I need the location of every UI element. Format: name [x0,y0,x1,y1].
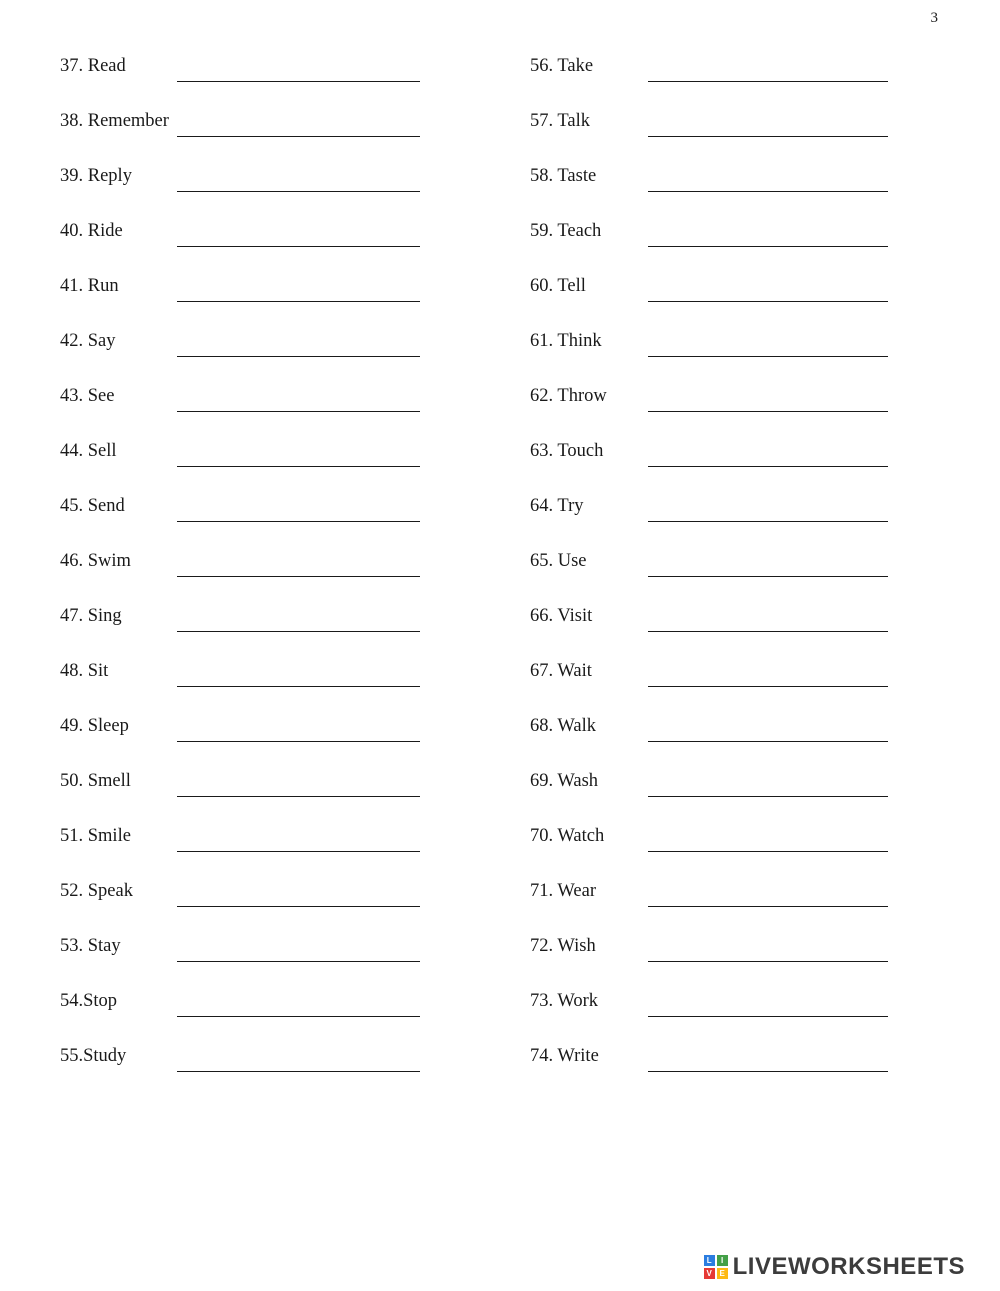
worksheet-row [530,991,888,1019]
answer-input[interactable] [648,169,888,192]
worksheet-row [530,661,888,689]
verb-label: 68. Walk [530,716,596,736]
answer-input[interactable] [177,334,420,357]
worksheet-row [530,771,888,799]
answer-input[interactable] [177,1049,420,1072]
logo-tile-l: L [704,1255,715,1266]
worksheet-column-right [530,56,888,1101]
verb-label: 65. Use [530,551,587,571]
answer-input[interactable] [648,334,888,357]
footer [704,1253,965,1281]
worksheet-row [530,1046,888,1074]
answer-input[interactable] [648,994,888,1017]
answer-input[interactable] [177,994,420,1017]
answer-input[interactable] [648,1049,888,1072]
verb-label: 55.Study [60,1046,127,1066]
worksheet-row [530,716,888,744]
answer-input[interactable] [648,279,888,302]
worksheet-row [60,771,420,799]
worksheet-row [530,331,888,359]
worksheet-row [530,551,888,579]
logo-tile-v: V [704,1268,715,1279]
verb-label: 41. Run [60,276,119,296]
verb-label: 37. Read [60,56,126,76]
verb-label: 50. Smell [60,771,131,791]
verb-label: 47. Sing [60,606,122,626]
verb-label: 70. Watch [530,826,605,846]
verb-label: 45. Send [60,496,125,516]
verb-label: 39. Reply [60,166,132,186]
worksheet-row [60,936,420,964]
logo-tile-i: I [717,1255,728,1266]
verb-label: 48. Sit [60,661,109,681]
worksheet-row [530,606,888,634]
verb-label: 38. Remember [60,111,169,131]
worksheet-row [60,991,420,1019]
verb-label: 52. Speak [60,881,133,901]
answer-input[interactable] [648,114,888,137]
verb-label: 61. Think [530,331,602,351]
worksheet-row [530,111,888,139]
answer-input[interactable] [648,389,888,412]
worksheet-row [530,826,888,854]
worksheet-row [60,881,420,909]
worksheet-row [530,276,888,304]
answer-input[interactable] [177,444,420,467]
worksheet-row [60,331,420,359]
worksheet-row [530,166,888,194]
answer-input[interactable] [177,499,420,522]
answer-input[interactable] [648,774,888,797]
verb-label: 49. Sleep [60,716,129,736]
worksheet-row [530,56,888,84]
verb-label: 42. Say [60,331,116,351]
worksheet-row [60,551,420,579]
worksheet-row [530,881,888,909]
verb-label: 40. Ride [60,221,123,241]
verb-label: 53. Stay [60,936,121,956]
answer-input[interactable] [177,224,420,247]
liveworksheets-logo-icon [704,1255,728,1279]
answer-input[interactable] [177,169,420,192]
worksheet-row [60,276,420,304]
verb-label: 58. Taste [530,166,597,186]
answer-input[interactable] [648,554,888,577]
worksheet-row [60,1046,420,1074]
verb-label: 56. Take [530,56,594,76]
worksheet-row [60,111,420,139]
worksheet-row [60,56,420,84]
verb-label: 71. Wear [530,881,596,901]
worksheet-row [530,936,888,964]
answer-input[interactable] [648,609,888,632]
answer-input[interactable] [648,719,888,742]
worksheet-row [60,606,420,634]
verb-label: 69. Wash [530,771,599,791]
worksheet-row [60,386,420,414]
answer-input[interactable] [648,939,888,962]
answer-input[interactable] [177,554,420,577]
worksheet-row [60,496,420,524]
page-number: 3 [930,10,938,26]
worksheet-column-left [60,56,420,1101]
answer-input[interactable] [177,719,420,742]
answer-input[interactable] [648,829,888,852]
worksheet-row [530,386,888,414]
answer-input[interactable] [177,774,420,797]
answer-input[interactable] [648,224,888,247]
verb-label: 54.Stop [60,991,118,1011]
answer-input[interactable] [648,664,888,687]
answer-input[interactable] [177,389,420,412]
answer-input[interactable] [177,664,420,687]
verb-label: 73. Work [530,991,599,1011]
verb-label: 59. Teach [530,221,602,241]
verb-label: 62. Throw [530,386,607,406]
answer-input[interactable] [648,444,888,467]
worksheet-row [60,221,420,249]
verb-label: 43. See [60,386,115,406]
liveworksheets-brand: LIVEWORKSHEETS [732,1253,965,1280]
answer-input[interactable] [177,884,420,907]
worksheet-row [530,496,888,524]
worksheet-row [60,661,420,689]
verb-label: 64. Try [530,496,584,516]
verb-label: 60. Tell [530,276,586,296]
answer-input[interactable] [177,59,420,82]
verb-label: 67. Wait [530,661,592,681]
answer-input[interactable] [648,499,888,522]
verb-label: 51. Smile [60,826,131,846]
worksheet-row [530,221,888,249]
answer-input[interactable] [648,884,888,907]
worksheet-row [60,716,420,744]
verb-label: 44. Sell [60,441,117,461]
worksheet-row [60,166,420,194]
answer-input[interactable] [177,114,420,137]
verb-label: 66. Visit [530,606,593,626]
answer-input[interactable] [177,829,420,852]
verb-label: 46. Swim [60,551,131,571]
verb-label: 57. Talk [530,111,591,131]
logo-tile-e: E [717,1268,728,1279]
answer-input[interactable] [177,279,420,302]
answer-input[interactable] [648,59,888,82]
worksheet-row [530,441,888,469]
verb-label: 63. Touch [530,441,604,461]
verb-label: 74. Write [530,1046,599,1066]
worksheet-row [60,826,420,854]
worksheet-row [60,441,420,469]
verb-label: 72. Wish [530,936,596,956]
answer-input[interactable] [177,609,420,632]
answer-input[interactable] [177,939,420,962]
